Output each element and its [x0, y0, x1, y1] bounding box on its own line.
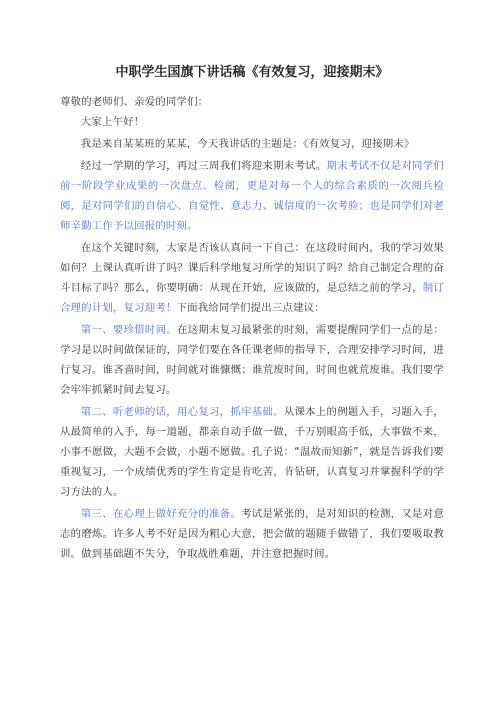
suggestion-3-text: 考试是紧张的，是对知识的检测，又是对意志的磨炼。许多人考不好是因为粗心大意，把会做的题随手做错了，我们要吸取教训。做到基础题不失分，争取战胜难题，并注意把握时间。 — [60, 508, 444, 560]
intro-paragraph: 我是来自某某班的某某，今天我讲话的主题是：《有效复习，迎接期末》 — [80, 138, 415, 150]
suggestion-1-text: 在这期末复习最紧张的时刻，需要提醒同学们一点的是：学习是以时间做保证的，同学们要在各任课老师的指导下，合理安排学习时间，进行复习。谁吝啬时间，时间就对谁慷慨；谁荒废时间，时间也就荒废谁。我们要学会牢牢抓紧时间去复习。 — [60, 324, 444, 396]
suggestion-3-heading: 第三、在心理上做好充分的准备。 — [80, 508, 242, 520]
suggestion-3 — [60, 504, 444, 564]
paragraph-2-highlight: 制订合理的计划，复习迎考！ — [60, 282, 444, 314]
document-title: 中职学生国旗下讲话稿《有效复习，迎接期末》 — [115, 65, 389, 80]
paragraph-2 — [60, 238, 444, 318]
paragraph-2-tail: 下面我给同学们提出三点建议： — [176, 302, 325, 314]
suggestion-2 — [60, 402, 444, 502]
suggestion-1 — [60, 320, 444, 400]
suggestion-2-text: 从课本上的例题入手，习题入手，从最简单的入手，每一道题，都亲自动手做一做，千万别眼高手低，大事做不来，小事不愿做，大题不会做，小题不愿做。孔子说：“温故而知新”，就是告诉我们要重视复习，一个成绩优秀的学生肯定是肯吃苦，肯钻研，认真复习并掌握科学的学习方法的人。 — [60, 406, 444, 498]
suggestion-1-heading: 第一、要珍惜时间。 — [80, 324, 177, 336]
suggestion-2-heading: 第二、听老师的话，用心复习，抓牢基础。 — [80, 406, 284, 418]
paragraph-1-text: 经过一学期的学习，再过三周我们将迎来期末考试。 — [80, 160, 327, 172]
greeting: 大家上午好！ — [80, 116, 145, 128]
paragraph-2-text: 在这个关键时刻，大家是否该认真问一下自己：在这段时间内，我的学习效果如何？上课认真听讲了吗？课后科学地复习所学的知识了吗？给自己制定合理的奋斗目标了吗？那么，你要明确：从现在开始，应该做的，是总结之前的学习， — [60, 242, 444, 294]
paragraph-1-highlight: 期末考试不仅是对同学们前一阶段学业成果的一次盘点、检阅，更是对每一个人的综合素质的一次阅兵检阅，是对同学们的自信心、自觉性、意志力、诚信度的一次考验；也是同学们对老师辛勤工作予以回报的时刻。 — [60, 160, 444, 232]
salutation: 尊敬的老师们、亲爱的同学们： — [60, 96, 209, 108]
paragraph-1 — [60, 156, 444, 236]
